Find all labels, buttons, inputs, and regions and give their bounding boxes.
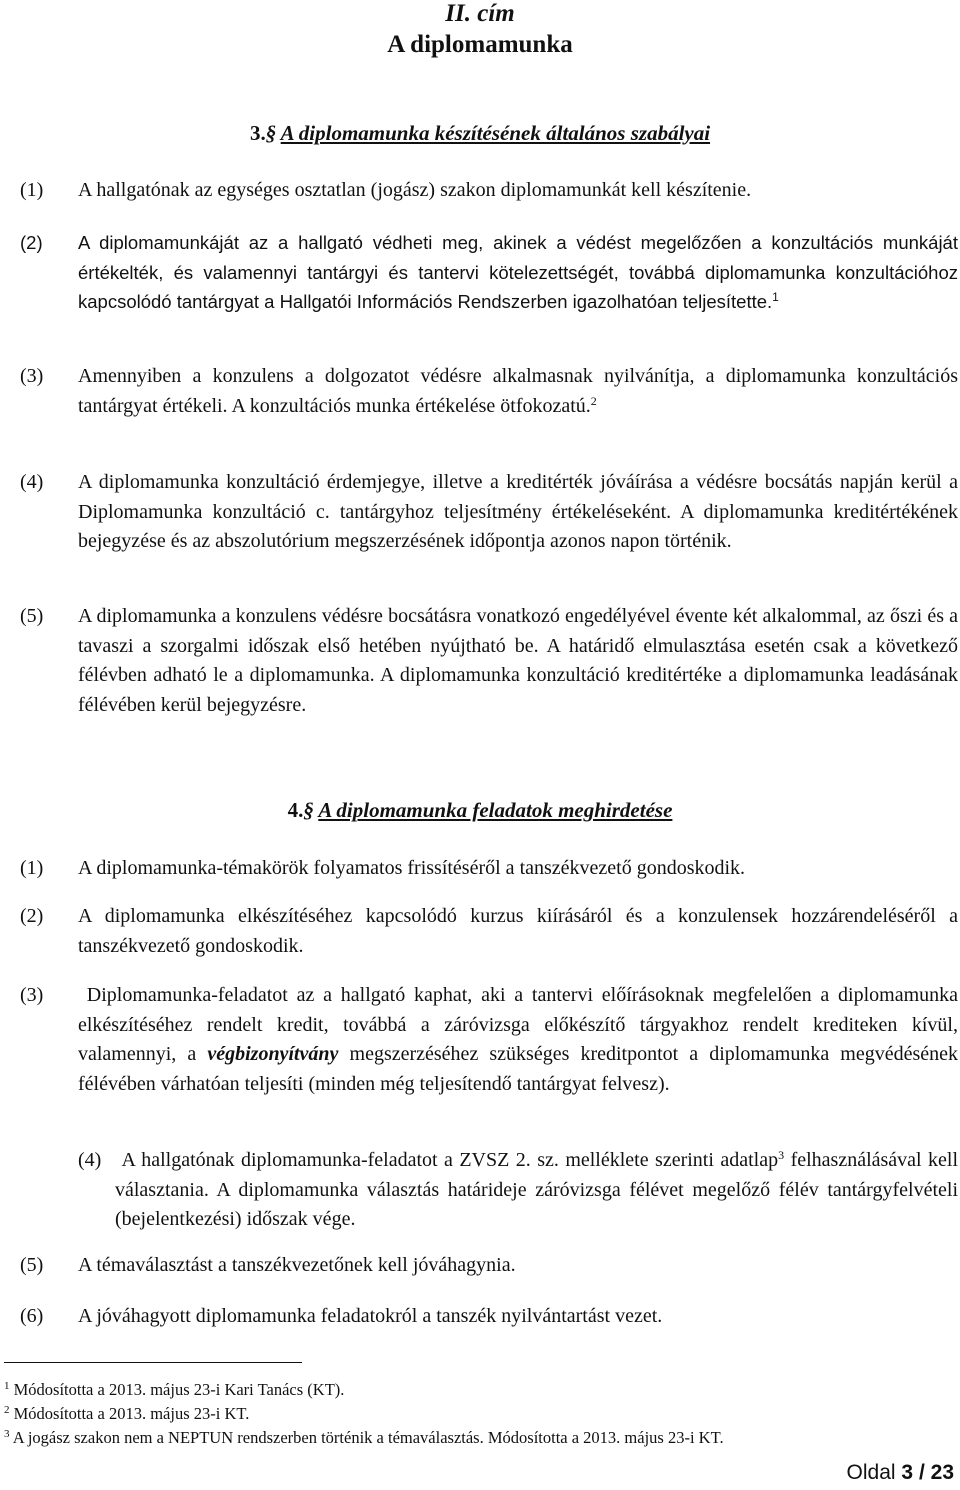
- footnote-3: [4, 1428, 724, 1448]
- paragraph-text: A diplomamunka konzultáció érdemjegye, illetve a kreditérték jóváírása a védésre bocsátás napján kerül a Diplomamunka konzultáció c. tantárgyhoz teljesítmény értékeléseként. A diplomamunka kreditértékének bejegyzése és az abszolutórium megszerzésének időpontja azonos napon történik.: [78, 471, 958, 553]
- section-symbol: §: [265, 121, 277, 145]
- section-3-number: 3.: [249, 121, 266, 145]
- paragraph-text: A hallgatónak diplomamunka-feladatot a ZVSZ 2. sz. melléklete szerinti adatlap$^3$ felhasználásával kell választania. A diplomamunka választás határideje záróvizsga félévet megelőző félév tantárgyfelvételi (bejelentkezési) időszak vége.: [115, 1148, 959, 1231]
- footnote-text: Módosította a 2013. május 23-i KT.: [13, 1404, 250, 1423]
- page-total: 23: [930, 1461, 954, 1484]
- chapter-number: II. cím: [445, 0, 515, 27]
- paragraph-text: A hallgatónak az egységes osztatlan (jogász) szakon diplomamunkát kell készítenie.: [78, 179, 752, 201]
- footnote-number: 2: [4, 1404, 10, 1416]
- paragraph-text: A diplomamunka a konzulens védésre bocsátásra vonatkozó engedélyével évente két alkalommal, az őszi és a tavaszi a szorgalmi időszak első hetében nyújtható be. A határidő elmulasztása esetén csak a következő félévben adható le a diplomamunka. A diplomamunka konzultáció kreditértéke a diplomamunka leadásának félévében kerül bejegyzésre.: [78, 605, 958, 717]
- paragraph-number: (6): [20, 1305, 44, 1327]
- paragraph-text: Diplomamunka-feladatot az a hallgató kaphat, aki a tantervi előírásoknak megfelelően a diplomamunka elkészítéséhez rendelt kredit, továbbá a záróvizsga előkészítő tárgyakhoz rendelt krediteken kívül, valamennyi, a végbizonyítvány megszerzéséhez szükséges kreditpontot a diplomamunka megvédésének félévében várhatóan teljesíti (minden még teljesítendő tantárgyat felvesz).: [78, 984, 959, 1096]
- paragraph-number: (5): [20, 605, 44, 627]
- footnote-ref[interactable]: 3: [778, 1148, 785, 1162]
- paragraph-number: (1): [20, 857, 44, 879]
- footnote-number: 3: [4, 1428, 10, 1440]
- section-4-title: A diplomamunka feladatok meghirdetése: [318, 798, 673, 822]
- paragraph-number: (4): [20, 471, 44, 493]
- emphasis-term: végbizonyítvány: [207, 1043, 339, 1066]
- paragraph-number: (3): [20, 365, 44, 387]
- page-label: Oldal: [846, 1461, 896, 1484]
- section-3-title: A diplomamunka készítésének általános szabályai: [280, 121, 711, 145]
- section-symbol: §: [303, 798, 314, 822]
- section-3-heading: [0, 121, 960, 146]
- footnote-number: 1: [4, 1380, 10, 1392]
- section-4-heading: [0, 798, 960, 823]
- paragraph-text: A diplomamunka elkészítéséhez kapcsolódó kurzus kiírásáról és a konzulensek hozzárendeléséről a tanszékvezető gondoskodik.: [78, 905, 958, 957]
- footnote-1: [4, 1380, 344, 1400]
- paragraph-text: A témaválasztást a tanszékvezetőnek kell jóváhagynia.: [78, 1254, 516, 1276]
- page-indicator: [847, 1461, 954, 1485]
- paragraph-number: (2): [20, 232, 43, 253]
- footnote-text: Módosította a 2013. május 23-i Kari Tanács (KT).: [13, 1380, 345, 1399]
- paragraph-number: (2): [20, 905, 44, 927]
- footnote-ref[interactable]: 2: [590, 393, 597, 408]
- paragraph-number: (4): [78, 1149, 102, 1171]
- page-separator: /: [918, 1461, 925, 1484]
- page-current: 3: [901, 1461, 914, 1484]
- footnote-separator: [4, 1362, 302, 1363]
- paragraph-number: (5): [20, 1254, 44, 1276]
- paragraph-text: A diplomamunkáját az a hallgató védheti meg, akinek a védést megelőzően a konzultációs munkáját értékelték, és valamennyi tantárgyi és tantervi kötelezettségét, továbbá diplomamunka konzultációhoz kapcsolódó tantárgyat a Hallgatói Információs Rendszerben igazolhatóan teljesítette.$^1$: [78, 232, 958, 313]
- paragraph-number: (3): [20, 984, 44, 1006]
- paragraph-text: A jóváhagyott diplomamunka feladatokról a tanszék nyilvántartást vezet.: [78, 1305, 663, 1327]
- footnote-text: A jogász szakon nem a NEPTUN rendszerben történik a témaválasztás. Módosította a 2013. május 23-i KT.: [12, 1428, 724, 1447]
- paragraph-text: A diplomamunka-témakörök folyamatos frissítéséről a tanszékvezető gondoskodik.: [78, 857, 746, 879]
- paragraph-number: (1): [20, 179, 44, 201]
- chapter-title: A diplomamunka: [387, 31, 573, 58]
- paragraph-text: Amennyiben a konzulens a dolgozatot védésre alkalmasnak nyilvánítja, a diplomamunka konzultációs tantárgyat értékeli. A konzultációs munka értékelése ötfokozatú.$^2$: [78, 365, 958, 417]
- footnote-2: [4, 1404, 249, 1424]
- footnote-ref[interactable]: 1: [772, 290, 779, 305]
- section-4-number: 4.: [287, 798, 304, 822]
